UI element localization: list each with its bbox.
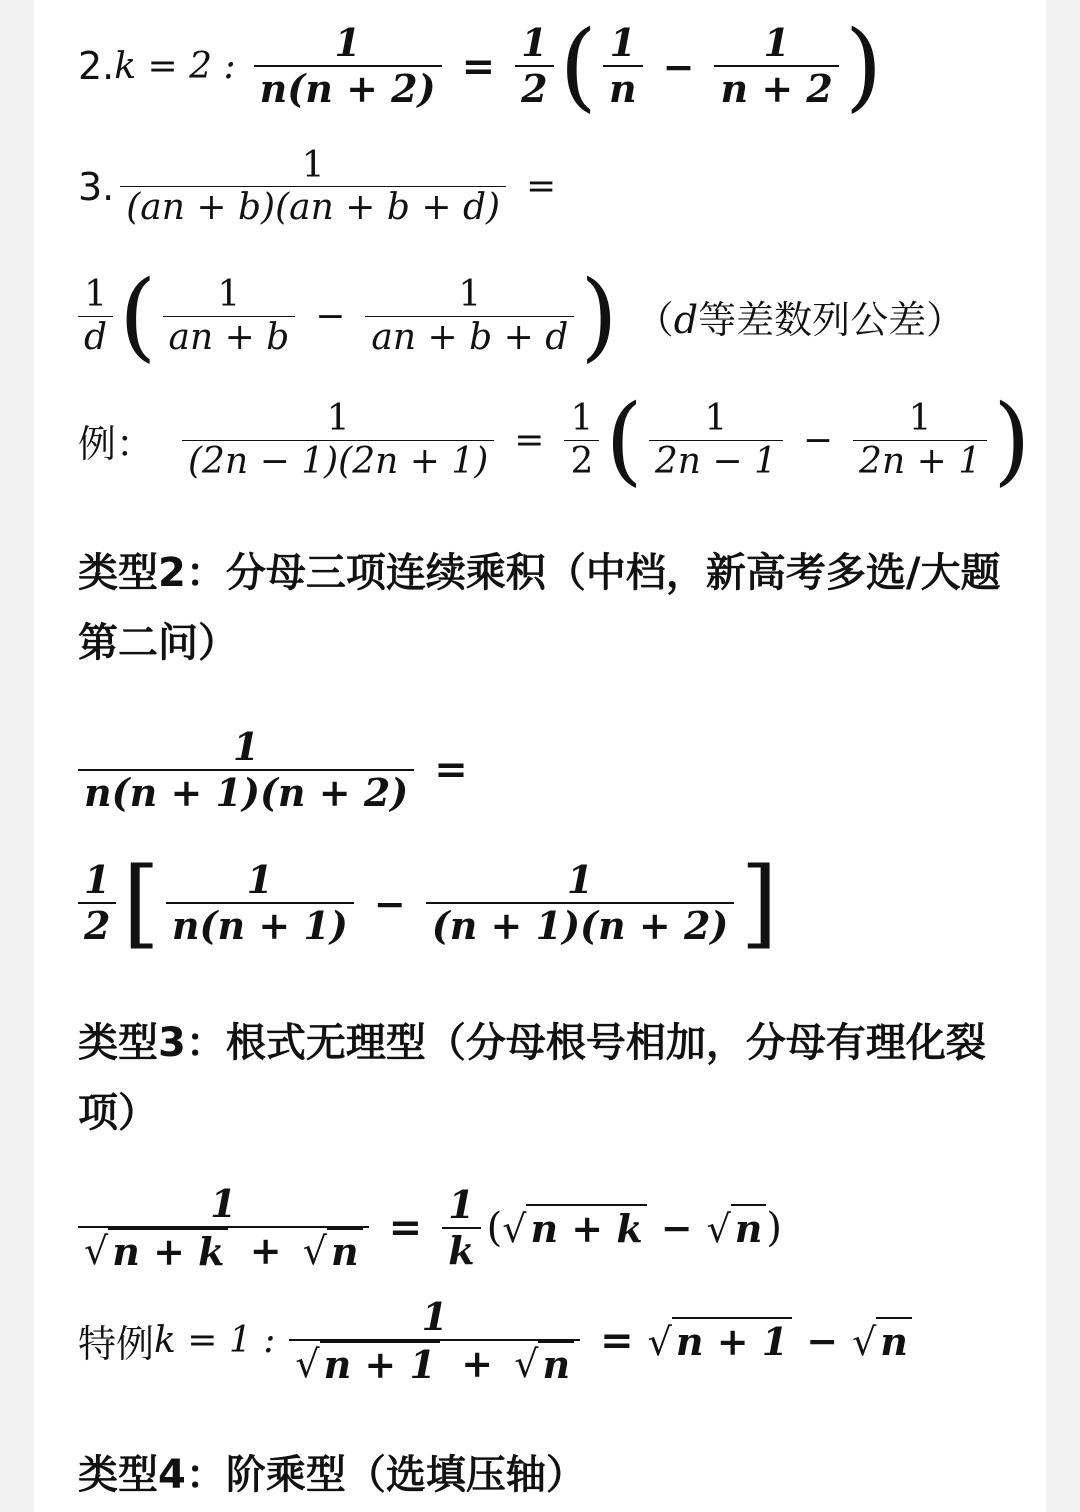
item-number: 3.	[78, 164, 115, 209]
term-2-fraction: $\frac{1}{2n + 1}$	[853, 398, 987, 482]
type-2-formula-line-2: $\frac{1}{2}$ [ $\frac{1}{n(n + 1)}$ − $\frac{1}{(n + 1)(n + 2)}$ ]	[78, 855, 1026, 951]
coefficient-fraction: $\frac{1}{2}$	[78, 858, 116, 947]
sqrt-term: √ n + k	[84, 1228, 228, 1274]
term-1-fraction: $\frac{1}{an + b}$	[163, 274, 296, 358]
formula-item-2: 2. k = 2 : $\frac{1}{n(n + 2)}$ = $\frac{1}{2}$ ( $\frac{1}{n}$ − $\frac{1}{n + 2}$ )	[78, 10, 883, 122]
example-label: 例：	[78, 421, 155, 466]
sqrt-term: √ n + k	[502, 1204, 646, 1251]
lhs-fraction: 1 √ n + k + √ n	[78, 1182, 369, 1273]
sqrt-term: √ n	[852, 1317, 912, 1364]
term-2-fraction: $\frac{1}{(n + 1)(n + 2)}$	[426, 858, 735, 947]
sqrt-term: √ n	[707, 1204, 767, 1251]
sqrt-term: √ n	[303, 1228, 363, 1274]
coefficient-fraction: $\frac{1}{2}$	[515, 21, 553, 110]
term-1-fraction: $\frac{1}{n}$	[603, 21, 643, 110]
term-1-fraction: $\frac{1}{n(n + 1)}$	[166, 858, 354, 947]
lhs-fraction: $\frac{1}{(an + b)(an + b + d)}$	[120, 145, 506, 229]
type-2-formula-line-1: $\frac{1}{n(n + 1)(n + 2)}$ =	[78, 725, 1026, 814]
formula-item-3-line-2: $\frac{1}{d}$ ( $\frac{1}{an + b}$ − $\frac{1}{an + b + d}$ ) （d等差数列公差）	[78, 268, 1026, 364]
lhs-fraction: $\frac{1}{n(n + 2)}$	[254, 21, 442, 110]
section-heading-type-3: 类型3：根式无理型（分母根号相加，分母有理化裂项）	[78, 1020, 986, 1136]
term-1-fraction: $\frac{1}{2n - 1}$	[649, 398, 783, 482]
term-2-fraction: $\frac{1}{n + 2}$	[714, 21, 838, 110]
lhs-fraction: $\frac{1}{(2n - 1)(2n + 1)}$	[182, 398, 494, 482]
special-label: 特例	[78, 1322, 155, 1367]
special-condition: k = 1 :	[154, 1320, 276, 1362]
type-3-formula: 1 √ n + k + √ n = $\frac{1}{k}$ ( √ n + k − √ n )	[78, 1182, 1026, 1273]
coefficient-fraction: $\frac{1}{d}$	[78, 274, 113, 358]
sqrt-term: √ n + 1	[295, 1341, 440, 1387]
item-number: 2.	[78, 44, 115, 88]
section-heading-type-4: 类型4：阶乘型（选填压轴）	[78, 1452, 586, 1498]
document-page	[34, 0, 1046, 1512]
sqrt-term: √ n	[514, 1341, 574, 1387]
note: （d等差数列公差）	[635, 297, 965, 342]
condition: k = 2 :	[114, 45, 236, 87]
example-formula: 例： $\frac{1}{(2n - 1)(2n + 1)}$ = $\frac{1}{2}$ ( $\frac{1}{2n - 1}$ − $\frac{1}{2n + 1}$ )	[78, 384, 1031, 496]
term-2-fraction: $\frac{1}{an + b + d}$	[365, 274, 574, 358]
sqrt-term: √ n + 1	[648, 1317, 793, 1364]
lhs-fraction: $\frac{1}{n(n + 1)(n + 2)}$	[78, 725, 414, 814]
coefficient-fraction: $\frac{1}{k}$	[442, 1183, 480, 1272]
coefficient-fraction: $\frac{1}{2}$	[564, 398, 599, 482]
type-3-special-case: 特例 k = 1 : 1 √ n + 1 + √ n = √ n + 1 − √ n	[78, 1295, 1026, 1386]
formula-item-3-line-1: 3. $\frac{1}{(an + b)(an + b + d)}$ =	[78, 145, 557, 229]
section-heading-type-2: 类型2：分母三项连续乘积（中档，新高考多选/大题第二问）	[78, 550, 1001, 666]
special-fraction: 1 √ n + 1 + √ n	[289, 1295, 580, 1386]
